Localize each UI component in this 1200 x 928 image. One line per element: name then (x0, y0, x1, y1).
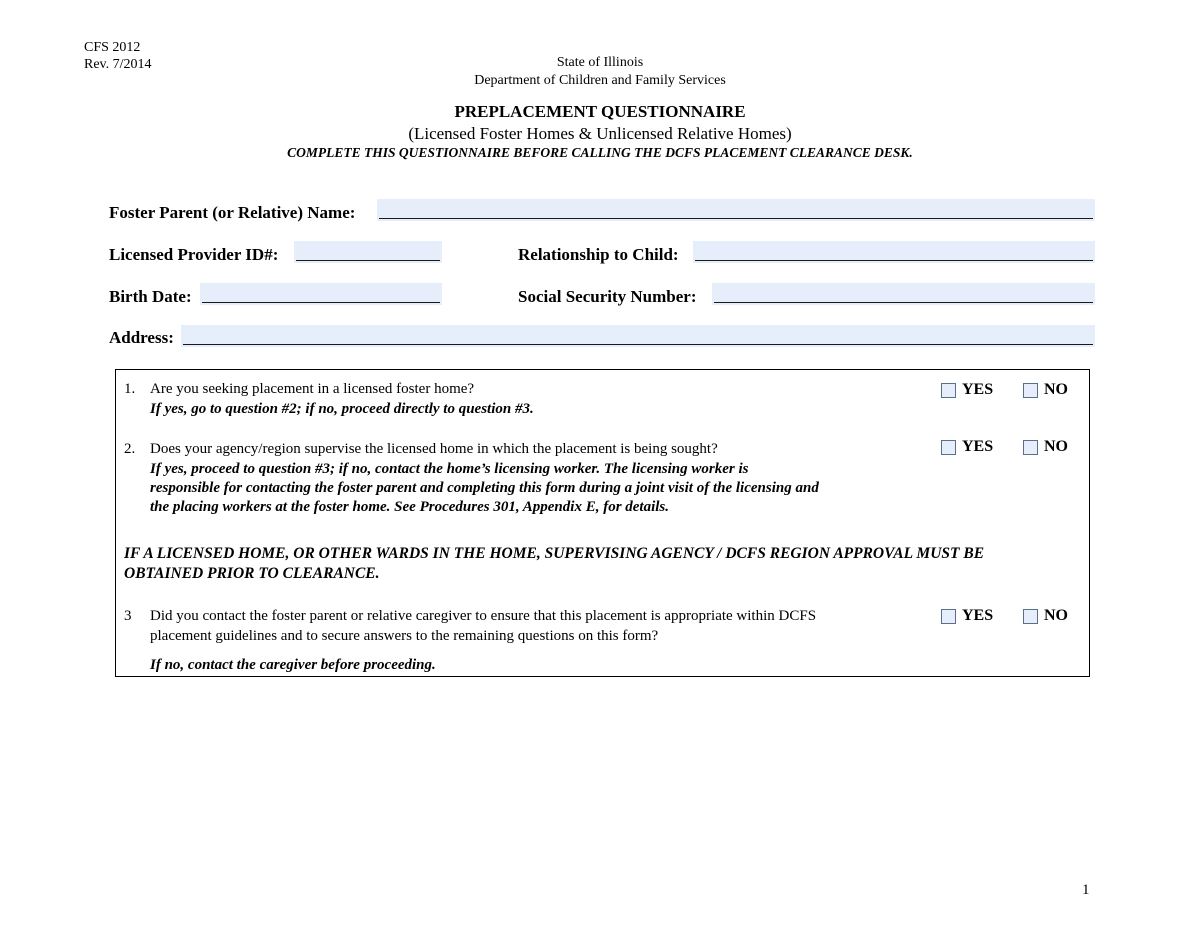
question-2-no-option[interactable] (1023, 438, 1068, 456)
page-number: 1 (1082, 882, 1090, 898)
question-3-yes-option[interactable] (941, 607, 993, 625)
question-3-instruction: If no, contact the caregiver before proceeding. (150, 657, 436, 673)
question-2-yes-option[interactable] (941, 438, 993, 456)
question-3-number: 3 (124, 608, 132, 624)
field-underline (202, 302, 440, 303)
ssn-label: Social Security Number: (518, 287, 697, 306)
approval-notice-line-2: OBTAINED PRIOR TO CLEARANCE. (124, 565, 380, 582)
yes-label: YES (962, 438, 994, 455)
question-1-no-option[interactable] (1023, 381, 1068, 399)
question-1-number: 1. (124, 381, 136, 397)
address-label: Address: (109, 328, 174, 347)
question-2-instruction-line-2: responsible for contacting the foster parent and completing this form during a joint visit of the licensing and (150, 480, 819, 496)
question-1-yes-checkbox[interactable] (941, 383, 956, 398)
question-3-no-checkbox[interactable] (1023, 609, 1038, 624)
question-1-no-checkbox[interactable] (1023, 383, 1038, 398)
question-1-text: Are you seeking placement in a licensed foster home? (150, 381, 475, 397)
form-number: CFS 2012 (84, 40, 141, 55)
question-2-number: 2. (124, 441, 136, 457)
question-2-text: Does your agency/region supervise the licensed home in which the placement is being sought? (150, 441, 718, 457)
field-underline (379, 218, 1093, 219)
field-underline (296, 260, 440, 261)
approval-notice-line-1: IF A LICENSED HOME, OR OTHER WARDS IN THE HOME, SUPERVISING AGENCY / DCFS REGION APPROVAL MUST BE (124, 545, 985, 562)
yes-label: YES (962, 607, 994, 624)
address-field[interactable] (181, 325, 1095, 347)
ssn-field[interactable] (712, 283, 1095, 305)
birth-date-field[interactable] (200, 283, 442, 305)
parent-name-label: Foster Parent (or Relative) Name: (109, 203, 356, 222)
question-2-no-checkbox[interactable] (1023, 440, 1038, 455)
no-label: NO (1044, 607, 1068, 624)
form-revision: Rev. 7/2014 (84, 57, 152, 72)
relationship-field[interactable] (693, 241, 1095, 263)
question-1-instruction: If yes, go to question #2; if no, proceed directly to question #3. (150, 401, 534, 417)
yes-label: YES (962, 381, 994, 398)
parent-name-field[interactable] (377, 199, 1095, 221)
field-underline (714, 302, 1093, 303)
question-3-no-option[interactable] (1023, 607, 1068, 625)
form-subtitle: (Licensed Foster Homes & Unlicensed Relative Homes) (408, 124, 792, 143)
question-1-yes-option[interactable] (941, 381, 993, 399)
provider-id-field[interactable] (294, 241, 442, 263)
question-3-text-line-1: Did you contact the foster parent or relative caregiver to ensure that this placement is appropriate within DCFS (150, 608, 817, 624)
form-title: PREPLACEMENT QUESTIONNAIRE (454, 102, 746, 121)
birth-date-label: Birth Date: (109, 287, 192, 306)
question-2-yes-checkbox[interactable] (941, 440, 956, 455)
question-2-instruction-line-3: the placing workers at the foster home. See Procedures 301, Appendix E, for details. (150, 499, 670, 515)
question-3-yes-checkbox[interactable] (941, 609, 956, 624)
form-instruction: COMPLETE THIS QUESTIONNAIRE BEFORE CALLING THE DCFS PLACEMENT CLEARANCE DESK. (287, 145, 913, 160)
state-name: State of Illinois (556, 55, 644, 70)
field-underline (183, 344, 1093, 345)
department-name: Department of Children and Family Services (474, 73, 726, 88)
no-label: NO (1044, 438, 1068, 455)
relationship-label: Relationship to Child: (518, 245, 679, 264)
no-label: NO (1044, 381, 1068, 398)
question-3-text-line-2: placement guidelines and to secure answers to the remaining questions on this form? (150, 628, 659, 644)
field-underline (695, 260, 1093, 261)
question-2-instruction-line-1: If yes, proceed to question #3; if no, contact the home’s licensing worker. The licensing worker is (150, 461, 749, 477)
provider-id-label: Licensed Provider ID#: (109, 245, 279, 264)
